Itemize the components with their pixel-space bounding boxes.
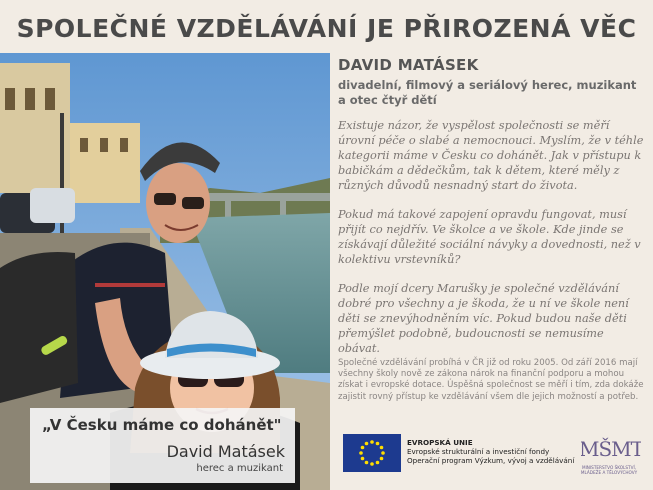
person-name: DAVID MATÁSEK <box>338 56 479 74</box>
paragraph-1: Existuje názor, že vyspělost společnosti se měří úrovní péče o slabé a nemocnouci. Myslím, že v téhle kategorii máme v Česku co dohánět. Jak v přístupu k babičkám a dědečkům, tak k dětem, které měly z různých důvodů nesnadný start do života. <box>338 119 644 192</box>
person-role-line2: a otec čtyř dětí <box>338 93 437 107</box>
logos-bar <box>343 424 643 474</box>
poster-title: SPOLEČNÉ VZDĚLÁVÁNÍ JE PŘIROZENÁ VĚC <box>16 14 637 43</box>
paragraph-3: Podle mojí dcery Marušky je společné vzdělávání dobré pro všechny a je škoda, že u ní ve škole není děti se znevýhodněním víc. Pokud budou naše děti přemýšlet podobně, budoucnosti se nemusíme obávat. <box>338 282 629 355</box>
quote-author-role: herec a muzikant <box>196 463 283 474</box>
text-column <box>338 56 646 356</box>
eu-logo-line1: EVROPSKÁ UNIE <box>407 438 473 447</box>
eu-logo-text <box>407 438 574 465</box>
person-role-line1: divadelní, filmový a seriálový herec, muzikant <box>338 78 637 92</box>
quote-text: „V Česku máme co dohánět" <box>42 416 282 434</box>
quote-box <box>30 408 295 483</box>
msmt-logo-line1: MINISTERSTVO ŠKOLSTVÍ, <box>581 465 637 470</box>
msmt-logo-line2: MLÁDEŽE A TĚLOVÝCHOVY <box>580 470 638 475</box>
eu-flag-icon <box>343 434 401 472</box>
eu-logo-line3: Operační program Výzkum, vývoj a vzdělávání <box>407 456 575 465</box>
eu-logo-line2: Evropské strukturální a investiční fondy <box>407 447 550 456</box>
quote-author: David Matásek <box>166 442 285 461</box>
paragraph-2: Pokud má takové zapojení opravdu fungovat, musí přijít co nejdřív. Ve školce a ve škole. Kde jinde se získávají důležité sociální návyky a dovednosti, než v kolektivu vrstevníků? <box>338 208 641 266</box>
svg-text:MŠMT: MŠMT <box>581 437 641 461</box>
info-note: Společné vzdělávání probíhá v ČR již od roku 2005. Od září 2016 mají všechny školy nově ze zákona nárok na finanční podporu a mohou získat i evropské dotace. Úspěšná společnost se měří i tím, zda dokáže zajistit rovný přístup ke vzdělávání všem dle jejich možností a potřeb. <box>338 358 644 402</box>
msmt-logo-text <box>569 465 649 475</box>
person-role <box>338 78 646 108</box>
